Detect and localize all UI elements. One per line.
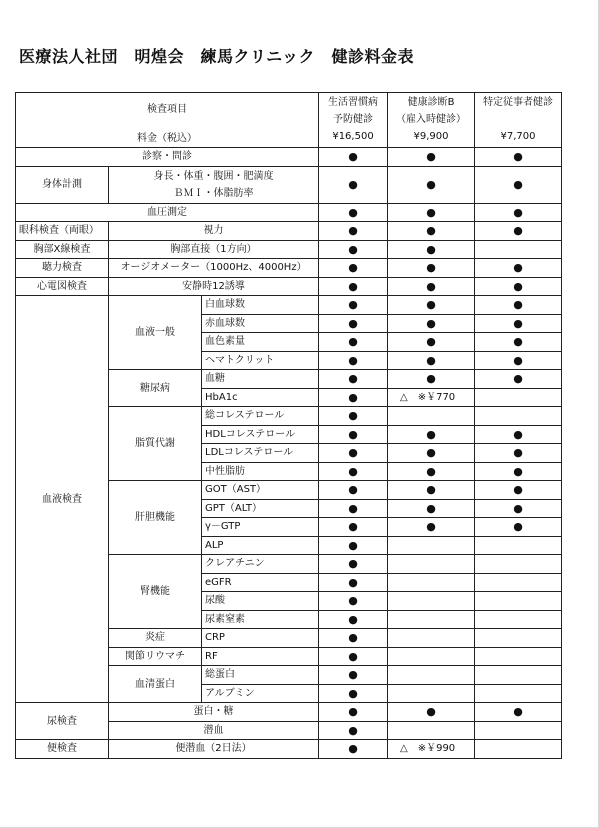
plan-1-mark: ●: [319, 481, 388, 500]
page-title: 医療法人社団 明煌会 練馬クリニック 健診料金表: [19, 47, 415, 66]
plan-name-line2: 予防健診: [333, 114, 374, 125]
plan-2-mark: △ ※￥770: [388, 388, 475, 407]
exam-item-label: 視力: [109, 222, 319, 241]
plan-1-mark: ●: [319, 740, 388, 759]
plan-3-mark: ●: [475, 351, 562, 370]
plan-1-mark: ●: [319, 592, 388, 611]
exam-item-label: 血色素量: [202, 333, 319, 352]
table-row: [16, 259, 562, 278]
plan-2-mark: ●: [388, 462, 475, 481]
plan-1-mark: ●: [319, 277, 388, 296]
exam-item-label: アルブミン: [202, 684, 319, 703]
plan-1-mark: ●: [319, 647, 388, 666]
plan-3-mark: [475, 666, 562, 685]
plan-header-1: [319, 93, 388, 148]
table-row: [16, 148, 562, 167]
exam-item-label: 尿素窒素: [202, 610, 319, 629]
plan-2-mark: [388, 555, 475, 574]
plan-2-mark: ●: [388, 333, 475, 352]
exam-item-label: 診察・問診: [16, 148, 319, 167]
plan-3-mark: ●: [475, 444, 562, 463]
subcategory-label: 脂質代謝: [109, 407, 202, 481]
table-row: [16, 240, 562, 259]
plan-name-line1: 生活習慣病: [328, 97, 379, 108]
exam-item-label: オージオメーター（1000Hz、4000Hz）: [109, 259, 319, 278]
plan-1-mark: ●: [319, 629, 388, 648]
plan-3-mark: [475, 721, 562, 740]
plan-3-mark: ●: [475, 518, 562, 537]
plan-3-mark: ●: [475, 462, 562, 481]
plan-1-mark: ●: [319, 166, 388, 203]
plan-3-mark: [475, 555, 562, 574]
plan-2-mark: △ ※￥990: [388, 740, 475, 759]
exam-item-line2: ＢＭＩ・体脂肪率: [173, 187, 254, 199]
plan-1-mark: ●: [319, 462, 388, 481]
plan-1-mark: ●: [319, 444, 388, 463]
plan-3-mark: ●: [475, 333, 562, 352]
plan-3-mark: [475, 407, 562, 426]
plan-3-mark: [475, 240, 562, 259]
exam-item-label: ALP: [202, 536, 319, 555]
plan-1-mark: ●: [319, 314, 388, 333]
plan-2-mark: [388, 573, 475, 592]
plan-2-mark: ●: [388, 148, 475, 167]
exam-item-label: GPT（ALT）: [202, 499, 319, 518]
subcategory-label: 腎機能: [109, 555, 202, 629]
plan-2-mark: ●: [388, 240, 475, 259]
plan-name-line2: （雇入時健診）: [396, 114, 467, 125]
plan-2-mark: [388, 610, 475, 629]
category-label: 聴力検査: [16, 259, 109, 278]
exam-item-label: RF: [202, 647, 319, 666]
exam-item-label: 血糖: [202, 370, 319, 389]
plan-3-mark: ●: [475, 259, 562, 278]
plan-3-mark: ●: [475, 203, 562, 222]
plan-2-mark: ●: [388, 481, 475, 500]
plan-1-mark: ●: [319, 222, 388, 241]
plan-2-mark: ●: [388, 314, 475, 333]
plan-2-mark: ●: [388, 296, 475, 315]
plan-2-mark: [388, 536, 475, 555]
exam-item-label: 白血球数: [202, 296, 319, 315]
exam-item-label: 胸部直接（1方向）: [109, 240, 319, 259]
plan-1-mark: ●: [319, 536, 388, 555]
exam-item-label: クレアチニン: [202, 555, 319, 574]
plan-header-2: [388, 93, 475, 148]
plan-2-mark: ●: [388, 499, 475, 518]
plan-3-mark: ●: [475, 481, 562, 500]
plan-3-mark: ●: [475, 370, 562, 389]
exam-item-label: GOT（AST）: [202, 481, 319, 500]
table-row: [16, 740, 562, 759]
plan-2-mark: ●: [388, 277, 475, 296]
plan-2-mark: ●: [388, 444, 475, 463]
plan-2-mark: [388, 647, 475, 666]
plan-1-mark: ●: [319, 666, 388, 685]
plan-3-mark: [475, 647, 562, 666]
exam-item-label: 総コレステロール: [202, 407, 319, 426]
plan-2-mark: ●: [388, 222, 475, 241]
plan-3-mark: ●: [475, 296, 562, 315]
exam-item-label: 潜血: [109, 721, 319, 740]
plan-1-mark: ●: [319, 721, 388, 740]
plan-1-mark: ●: [319, 333, 388, 352]
exam-item-line1: 身長・体重・腹囲・肥満度: [153, 170, 274, 182]
category-label: 心電図検査: [16, 277, 109, 296]
subcategory-label: 関節リウマチ: [109, 647, 202, 666]
plan-3-mark: [475, 684, 562, 703]
plan-2-mark: [388, 407, 475, 426]
item-header-label: 検査項目: [147, 104, 187, 115]
plan-3-mark: ●: [475, 499, 562, 518]
plan-name-line1: 特定従事者健診: [483, 97, 554, 108]
subcategory-label: 肝胆機能: [109, 481, 202, 555]
table-row: [16, 277, 562, 296]
exam-item-label: 尿酸: [202, 592, 319, 611]
category-label: 身体計測: [16, 166, 109, 203]
plan-1-mark: ●: [319, 203, 388, 222]
plan-2-mark: [388, 592, 475, 611]
plan-1-mark: ●: [319, 240, 388, 259]
exam-item-label: ヘマトクリット: [202, 351, 319, 370]
exam-item-label: 総蛋白: [202, 666, 319, 685]
table-row: [16, 222, 562, 241]
plan-3-mark: ●: [475, 703, 562, 722]
plan-1-mark: ●: [319, 351, 388, 370]
plan-2-mark: ●: [388, 518, 475, 537]
plan-2-mark: [388, 629, 475, 648]
plan-3-mark: ●: [475, 222, 562, 241]
plan-3-mark: [475, 629, 562, 648]
exam-item-label: CRP: [202, 629, 319, 648]
header-row: [16, 93, 562, 148]
plan-2-mark: [388, 684, 475, 703]
plan-3-mark: [475, 592, 562, 611]
subcategory-label: 糖尿病: [109, 370, 202, 407]
category-label: 血液検査: [16, 296, 109, 703]
plan-1-mark: ●: [319, 573, 388, 592]
exam-item-label: γ－GTP: [202, 518, 319, 537]
plan-name-line1: 健康診断B: [407, 97, 455, 108]
plan-3-mark: ●: [475, 425, 562, 444]
plan-2-mark: ●: [388, 370, 475, 389]
plan-2-mark: ●: [388, 259, 475, 278]
category-label: 眼科検査（両眼）: [16, 222, 109, 241]
subcategory-label: 血液一般: [109, 296, 202, 370]
plan-2-mark: ●: [388, 351, 475, 370]
plan-2-mark: ●: [388, 203, 475, 222]
plan-2-mark: [388, 721, 475, 740]
table-row: [16, 203, 562, 222]
category-label: 胸部X線検査: [16, 240, 109, 259]
subcategory-label: 血清蛋白: [109, 666, 202, 703]
fee-header-label: 料金（税込）: [137, 133, 197, 144]
exam-item-label: 中性脂肪: [202, 462, 319, 481]
exam-item-label: 安静時12誘導: [109, 277, 319, 296]
plan-3-mark: [475, 610, 562, 629]
plan-3-mark: ●: [475, 148, 562, 167]
item-header-cell: [16, 93, 319, 148]
exam-item-label: 血圧測定: [16, 203, 319, 222]
table-row: [16, 166, 562, 203]
fee-table: [15, 92, 562, 759]
table-row: [16, 703, 562, 722]
plan-2-mark: ●: [388, 425, 475, 444]
exam-item-label: [109, 166, 319, 203]
plan-3-mark: ●: [475, 277, 562, 296]
plan-1-mark: ●: [319, 407, 388, 426]
plan-1-mark: ●: [319, 296, 388, 315]
plan-3-mark: [475, 536, 562, 555]
exam-item-label: 便潜血（2日法）: [109, 740, 319, 759]
plan-2-mark: ●: [388, 703, 475, 722]
category-label: 尿検査: [16, 703, 109, 740]
exam-item-label: 赤血球数: [202, 314, 319, 333]
plan-header-3: [475, 93, 562, 148]
plan-price: ¥16,500: [332, 131, 374, 142]
plan-3-mark: ●: [475, 166, 562, 203]
exam-item-label: 蛋白・糖: [109, 703, 319, 722]
plan-price: ¥7,700: [500, 131, 536, 142]
plan-1-mark: ●: [319, 425, 388, 444]
plan-name-line2: [475, 111, 561, 128]
plan-1-mark: ●: [319, 703, 388, 722]
plan-1-mark: ●: [319, 388, 388, 407]
plan-2-mark: [388, 666, 475, 685]
plan-1-mark: ●: [319, 555, 388, 574]
subcategory-label: 炎症: [109, 629, 202, 648]
category-label: 便検査: [16, 740, 109, 759]
exam-item-label: LDLコレステロール: [202, 444, 319, 463]
plan-1-mark: ●: [319, 499, 388, 518]
plan-1-mark: ●: [319, 610, 388, 629]
plan-3-mark: ●: [475, 314, 562, 333]
plan-1-mark: ●: [319, 148, 388, 167]
plan-2-mark: ●: [388, 166, 475, 203]
exam-item-label: eGFR: [202, 573, 319, 592]
plan-1-mark: ●: [319, 684, 388, 703]
exam-item-label: HDLコレステロール: [202, 425, 319, 444]
exam-item-label: HbA1c: [202, 388, 319, 407]
plan-price: ¥9,900: [413, 131, 449, 142]
plan-3-mark: [475, 740, 562, 759]
plan-3-mark: [475, 388, 562, 407]
plan-3-mark: [475, 573, 562, 592]
plan-1-mark: ●: [319, 518, 388, 537]
plan-1-mark: ●: [319, 370, 388, 389]
table-row: [16, 296, 562, 315]
plan-1-mark: ●: [319, 259, 388, 278]
